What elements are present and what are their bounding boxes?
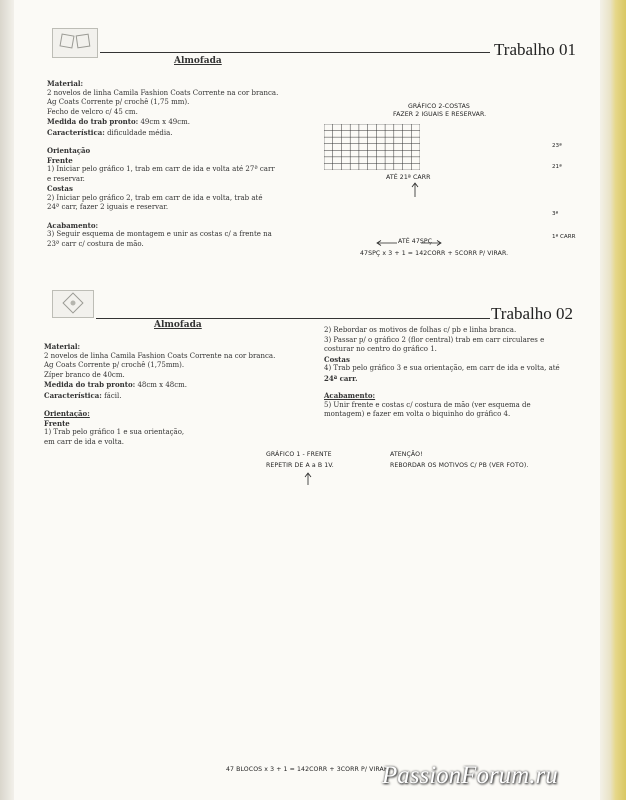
chart2-note-47: ATÉ 47SPÇ (398, 238, 433, 245)
grid-lines (324, 124, 420, 170)
front-heading: Frente (47, 155, 73, 165)
instruction-line: 23ª carr c/ costura de mão. (47, 239, 144, 248)
chart2-row-label: 23ª (552, 143, 562, 149)
size-line (44, 380, 314, 391)
material-line: Fecho de velcro c/ 45 cm. (47, 107, 138, 116)
char-value: dificuldade média. (104, 128, 173, 137)
instruction-line: e reservar. (47, 174, 85, 183)
arrow-left-icon (376, 240, 398, 246)
orient-heading: Orientação: (44, 409, 90, 418)
pillow-icon (53, 291, 93, 317)
size-label: Medida do trab pronto: (47, 117, 139, 126)
material-heading: Material: (47, 79, 84, 88)
arrow-up-icon (410, 182, 420, 198)
instruction-line: 2) Iniciar pelo gráfico 2, trab em carr de ida e volta, trab até (47, 193, 263, 202)
back-heading: Costas (47, 184, 73, 193)
chart1-title-l2: REPETIR DE A a B 1V. (266, 462, 334, 469)
instruction-line: 24ª carr, fazer 2 iguais e reservar. (47, 203, 169, 211)
watermark: PassionForum.ru (382, 762, 558, 789)
section2-text-right (324, 326, 582, 420)
pillow-thumbnail-1 (52, 28, 98, 58)
size-value: 49cm x 49cm. (138, 118, 191, 126)
chart1-grid (45, 485, 567, 759)
instruction-line: 3) Seguir esquema de montagem e unir as costas c/ a frente na (47, 230, 272, 238)
size-line (47, 117, 317, 128)
pillow-thumbnail-2 (52, 290, 94, 318)
instruction-line: 3) Passar p/ o gráfico 2 (flor central) trab em carr circulares e (324, 335, 545, 344)
instruction-line: costurar no centro do gráfico 1. (324, 345, 437, 353)
chart2-title-l1: GRÁFICO 2-COSTAS (408, 103, 470, 110)
section1-text (47, 79, 317, 249)
chart2-grid-bottom-right (436, 200, 550, 244)
material-line: 2 novelos de linha Camila Fashion Coats Corrente na cor branca. (47, 88, 279, 97)
chart2-row-label: 3ª (552, 211, 559, 217)
section1-rule (100, 52, 490, 53)
section2-product: Almofada (154, 320, 202, 330)
instruction-line: 4) Trab pelo gráfico 3 e sua orientação, em carr de ida e volta, até (324, 364, 560, 372)
chart2-note-21: ATÉ 21ª CARR (386, 174, 431, 181)
char-label: Característica: (44, 390, 102, 400)
size-value: 48cm x 48cm. (135, 381, 188, 389)
instruction-line: 24ª carr. (324, 373, 358, 383)
chart1-row-labels (568, 485, 608, 759)
material-heading: Material: (44, 342, 81, 351)
instruction-line: 2) Rebordar os motivos de folhas c/ pb e linha branca. (324, 326, 517, 334)
chart2-title-l2: FAZER 2 IGUAIS E RESERVAR. (393, 111, 487, 118)
orient-heading: Orientação (47, 146, 91, 155)
instruction-line: 1) Trab pelo gráfico 1 e sua orientação, (44, 428, 185, 436)
page-binding-edge (0, 0, 14, 800)
char-line (47, 128, 317, 139)
front-heading: Frente (44, 418, 70, 428)
instruction-line: em carr de ida e volta. (44, 437, 124, 446)
attention-l2: REBORDAR OS MOTIVOS C/ PB (VER FOTO). (390, 462, 529, 469)
section1-product: Almofada (174, 56, 222, 66)
back-heading: Costas (324, 354, 350, 364)
chart2-footer: 47SPÇ x 3 + 1 = 142CORR + 5CORR P/ VIRAR. (360, 250, 509, 257)
attention-l1: ATENÇÃO! (390, 451, 423, 458)
section1-title: Trabalho 01 (494, 40, 577, 59)
size-label: Medida do trab pronto: (44, 380, 136, 389)
instruction-line: 5) Unir frente e costas c/ costura de mão (ver esquema de (324, 400, 531, 409)
chart2-grid-top-right (436, 124, 550, 170)
material-line: 2 novelos de linha Camila Fashion Coats Corrente na cor branca. (44, 351, 276, 360)
chart2-row-label: 21ª (552, 164, 562, 170)
section2-title: Trabalho 02 (491, 304, 574, 323)
chart2-row-label: 1ª CARR (552, 234, 576, 240)
chart1-footer: 47 BLOCOS x 3 + 1 = 142CORR + 3CORR P/ VIRAR. (226, 766, 391, 773)
chart2-grid-top-left (324, 124, 420, 170)
finish-heading: Acabamento: (324, 391, 376, 400)
char-value: fácil. (101, 391, 122, 400)
material-line: Ag Coats Corrente p/ crochê (1,75 mm). (47, 98, 190, 106)
finish-heading: Acabamento: (47, 220, 99, 230)
material-line: Ag Coats Corrente p/ crochê (1,75mm). (44, 361, 185, 369)
instruction-line: 1) Iniciar pelo gráfico 1, trab em carr de ida e volta até 27ª carr (47, 165, 275, 173)
section2-rule (96, 318, 490, 319)
char-label: Característica: (47, 127, 105, 137)
char-line (44, 391, 314, 402)
pillow-icon (53, 29, 97, 57)
section2-text-left (44, 342, 314, 447)
instruction-line: montagem) e fazer em volta o biquinho do gráfico 4. (324, 410, 511, 418)
chart1-title-l1: GRÁFICO 1 - FRENTE (266, 451, 332, 458)
arrow-up-icon (303, 472, 313, 486)
material-line: Zíper branco de 40cm. (44, 370, 125, 379)
